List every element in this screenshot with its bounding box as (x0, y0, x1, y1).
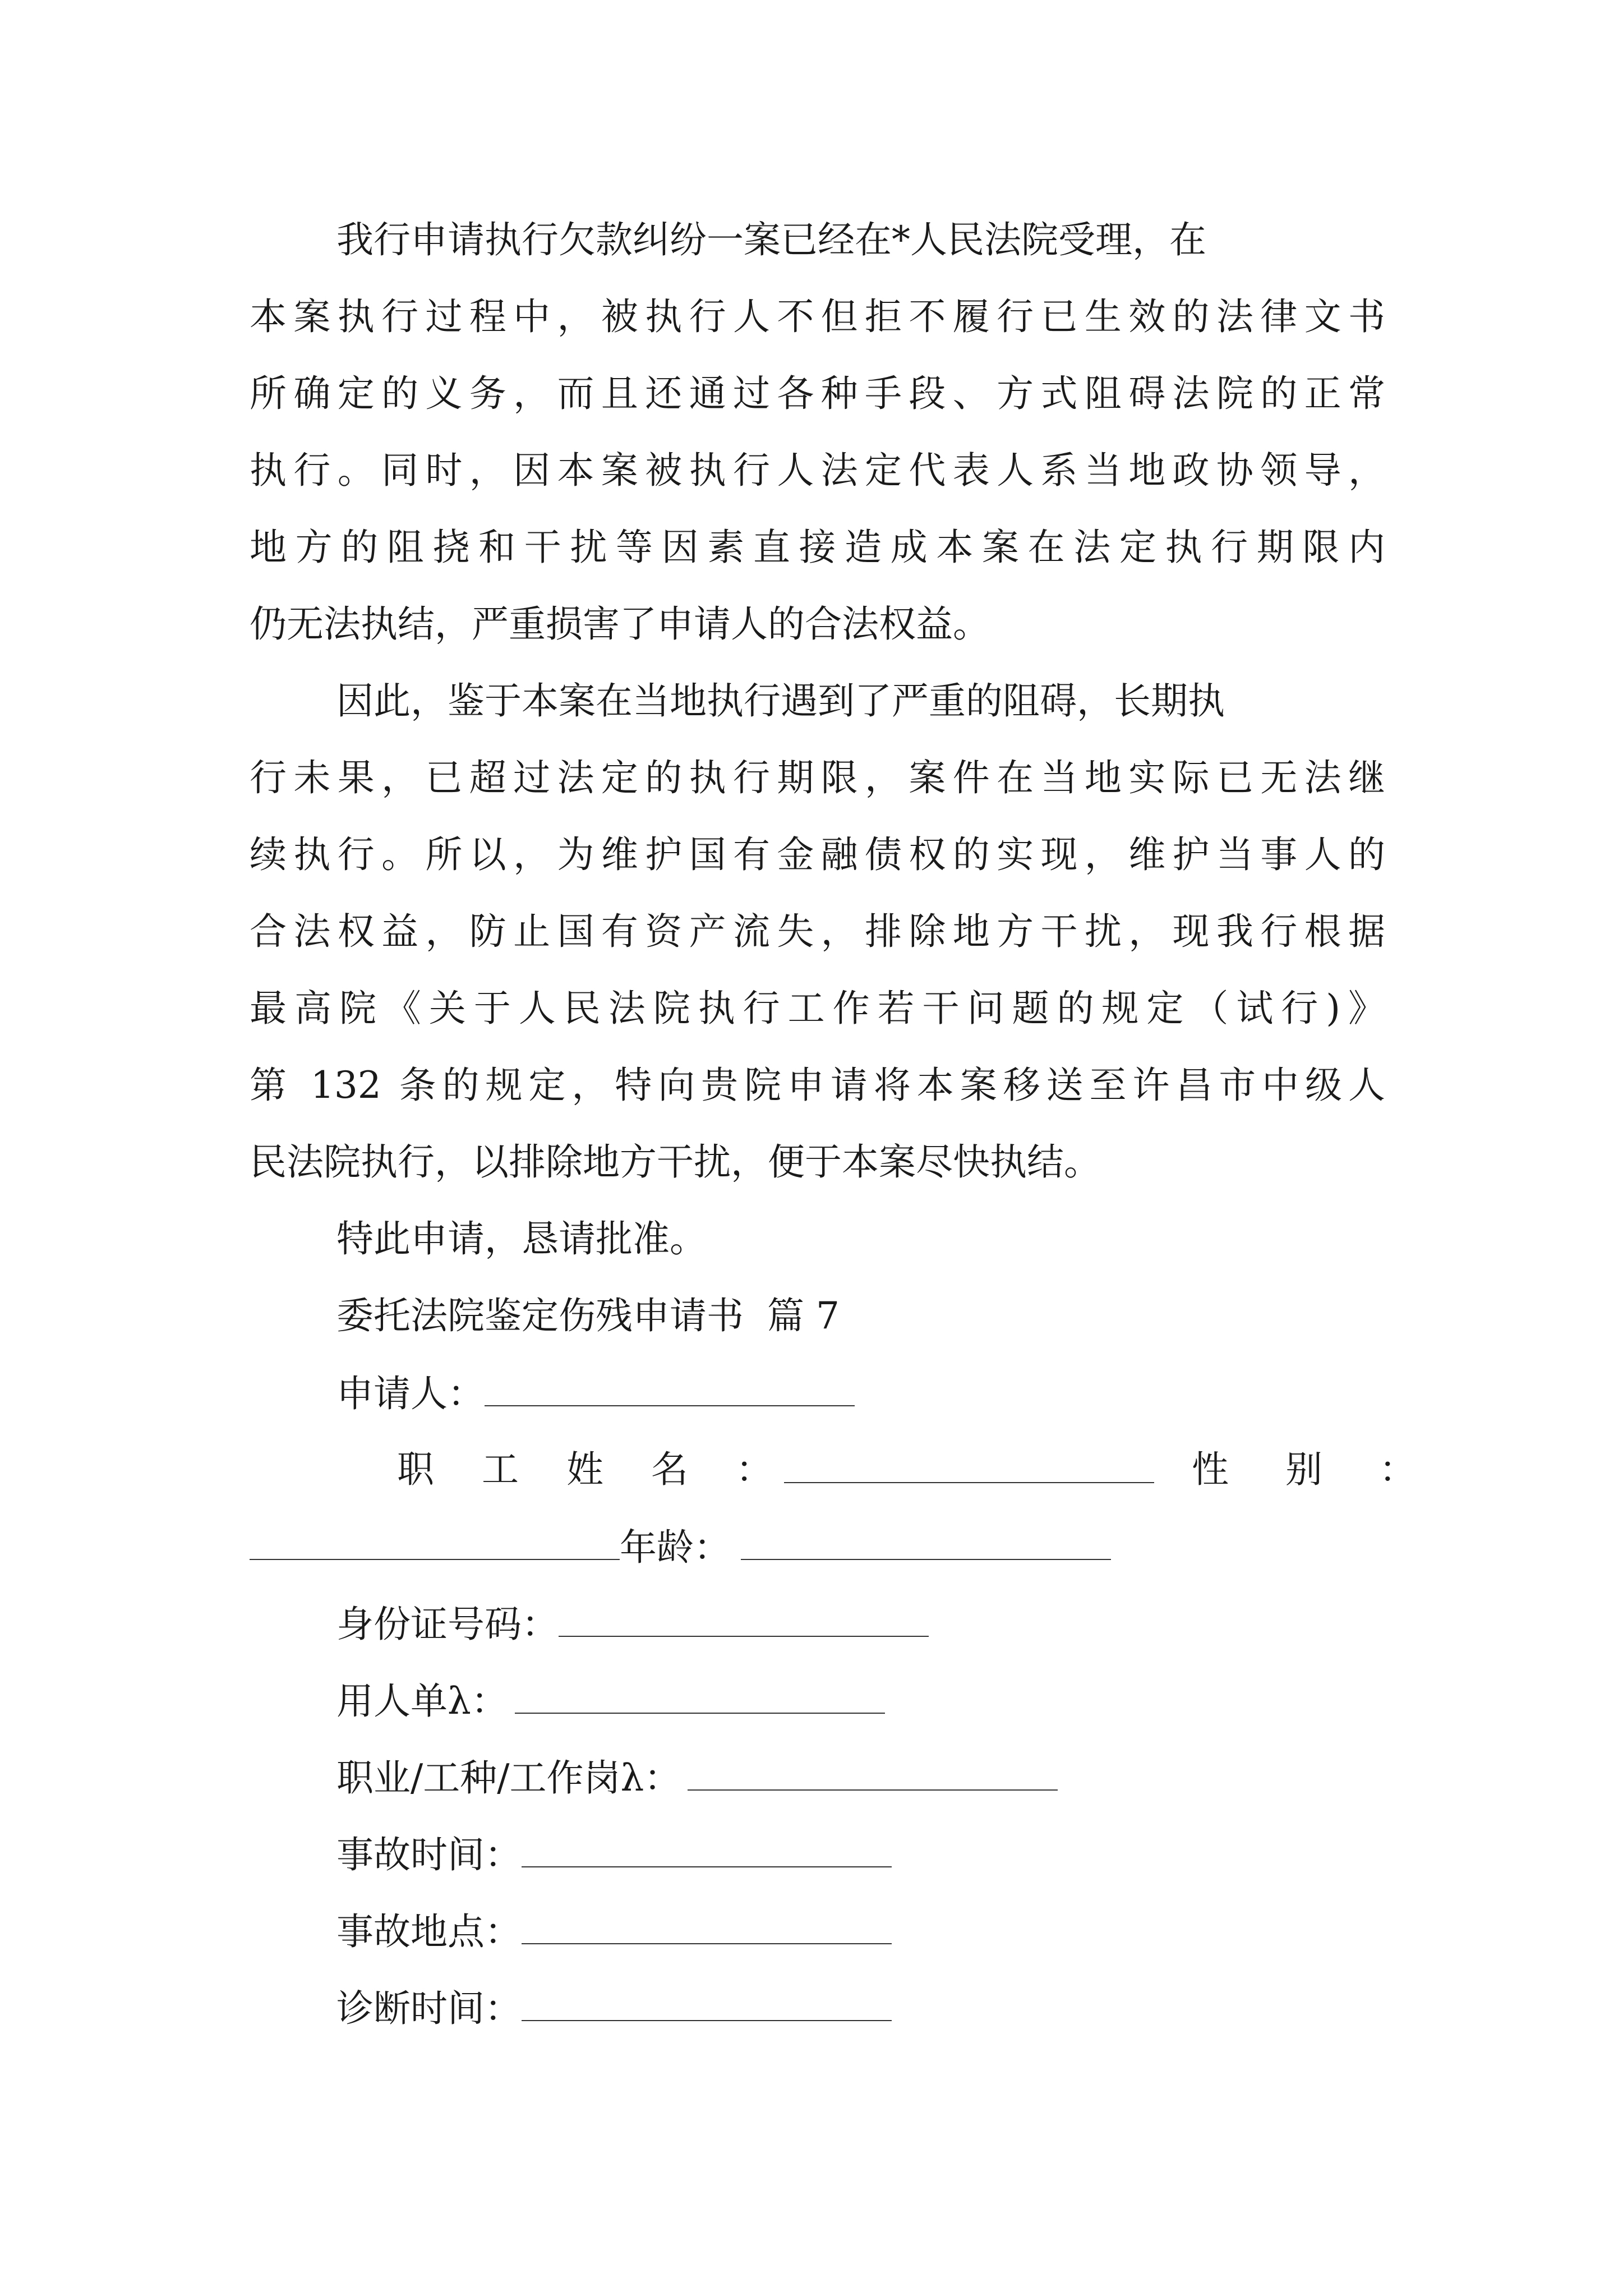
accident-time-field[interactable] (522, 1832, 892, 1867)
diagnosis-time-field[interactable] (522, 1985, 892, 2021)
paragraph-line: 最高院《关于人民法院执行工作若干问题的规定（试行)》 (250, 987, 1385, 1030)
paragraph-line: 我行申请执行欠款纠纷一案已经在*人民法院受理，在 (336, 218, 1206, 261)
applicant-row (336, 1370, 855, 1415)
gender-field[interactable] (250, 1524, 620, 1560)
gender-label: 性 别 ： (1192, 1448, 1438, 1491)
id-row (336, 1601, 929, 1646)
accident-place-label: 事故地点： (336, 1910, 522, 1953)
worker-name-row (784, 1447, 1154, 1492)
paragraph-line: 仍无法执结，严重损害了申请人的合法权益。 (250, 602, 990, 646)
section-heading: 委托法院鉴定伤残申请书 篇 7 (336, 1294, 840, 1337)
job-label: 职业/工种/工作岗λ： (336, 1756, 681, 1800)
paragraph-line: 本案执行过程中，被执行人不但拒不履行已生效的法律文书 (250, 295, 1385, 338)
id-field[interactable] (559, 1601, 929, 1637)
accident-time-row (336, 1832, 892, 1876)
applicant-label: 申请人： (336, 1372, 485, 1415)
accident-place-field[interactable] (522, 1908, 892, 1944)
worker-name-label: 职 工 姓 名 ： (397, 1448, 791, 1491)
paragraph-line: 民法院执行，以排除地方干扰，便于本案尽快执结。 (250, 1140, 1101, 1184)
paragraph-line: 第 132 条的规定，特向贵院申请将本案移送至许昌市中级人 (250, 1064, 1385, 1107)
paragraph-line: 执行。同时，因本案被执行人法定代表人系当地政协领导， (250, 449, 1385, 492)
age-label: 年龄： (620, 1526, 731, 1569)
diagnosis-time-label: 诊断时间： (336, 1987, 522, 2030)
paragraph-line: 所确定的义务，而且还通过各种手段、方式阻碍法院的正常 (250, 372, 1385, 415)
paragraph-line: 行未果，已超过法定的执行期限，案件在当地实际已无法继 (250, 756, 1385, 799)
job-field[interactable] (688, 1755, 1058, 1791)
id-label: 身份证号码： (336, 1603, 559, 1646)
closing-text: 特此申请，恳请批准。 (336, 1217, 707, 1260)
accident-place-row (336, 1908, 892, 1953)
employer-row (336, 1678, 885, 1723)
employer-field[interactable] (515, 1678, 885, 1714)
paragraph-line: 续执行。所以，为维护国有金融债权的实现，维护当事人的 (250, 833, 1385, 876)
worker-name-field[interactable] (784, 1447, 1154, 1483)
applicant-field[interactable] (485, 1370, 855, 1406)
paragraph-line: 地方的阻挠和干扰等因素直接造成本案在法定执行期限内 (250, 526, 1385, 569)
age-field[interactable] (741, 1524, 1111, 1560)
paragraph-line: 因此，鉴于本案在当地执行遇到了严重的阻碍，长期执 (336, 679, 1225, 723)
age-row (250, 1524, 1111, 1569)
accident-time-label: 事故时间： (336, 1833, 522, 1876)
diagnosis-time-row (336, 1985, 892, 2030)
employer-label: 用人单λ： (336, 1680, 508, 1723)
job-row (336, 1755, 1058, 1800)
paragraph-line: 合法权益，防止国有资产流失，排除地方干扰，现我行根据 (250, 910, 1385, 953)
